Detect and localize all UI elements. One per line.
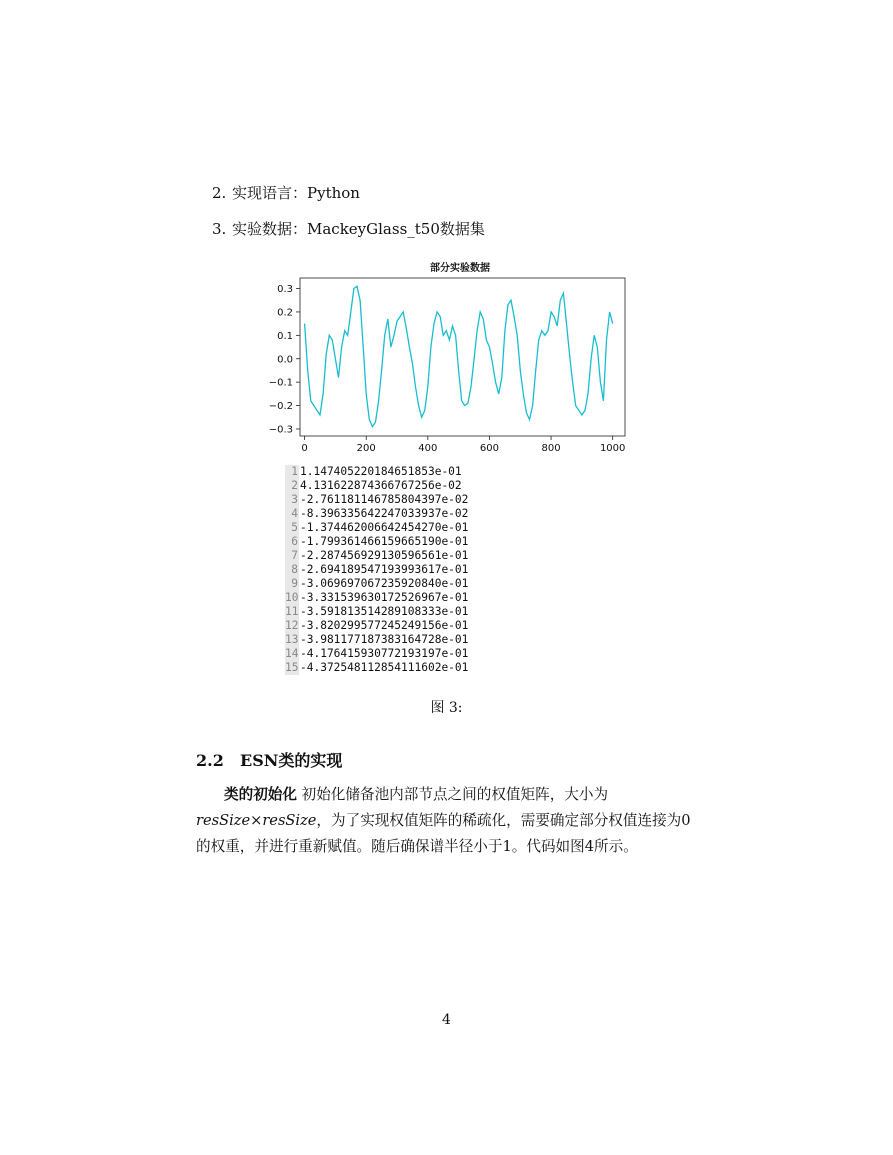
x-tick-label: 400 bbox=[418, 443, 438, 454]
code-listing bbox=[285, 465, 485, 675]
code-line bbox=[285, 521, 485, 535]
code-text: -3.069697067235920840e-01 bbox=[300, 577, 469, 590]
math-times: × bbox=[250, 812, 263, 829]
x-tick-label: 1000 bbox=[599, 443, 626, 454]
line-number: 13 bbox=[285, 633, 299, 646]
code-text: -4.372548112854111602e-01 bbox=[300, 661, 469, 674]
y-tick-label: −0.1 bbox=[268, 377, 293, 389]
paragraph-lead: 类的初始化 bbox=[224, 786, 297, 803]
line-number: 14 bbox=[285, 647, 299, 660]
code-line bbox=[285, 577, 485, 591]
code-line bbox=[285, 605, 485, 619]
code-line bbox=[285, 591, 485, 605]
code-text: -3.591813514289108333e-01 bbox=[300, 605, 469, 618]
paragraph-text: 初始化储备池内部节点之间的权值矩阵，大小为 bbox=[296, 786, 609, 803]
list-item-dataset bbox=[212, 218, 485, 239]
line-number: 6 bbox=[285, 535, 299, 549]
section-heading bbox=[196, 748, 342, 771]
plot-frame bbox=[300, 278, 625, 436]
page-number: 4 bbox=[442, 1012, 451, 1028]
code-line bbox=[285, 465, 485, 479]
x-tick-label: 600 bbox=[479, 443, 500, 454]
y-tick-label: 0.1 bbox=[277, 330, 293, 342]
x-tick-label: 200 bbox=[356, 443, 376, 454]
line-number: 10 bbox=[285, 591, 299, 604]
line-chart bbox=[255, 255, 635, 460]
list-number: 3. bbox=[212, 220, 227, 238]
code-line bbox=[285, 633, 485, 647]
line-number: 12 bbox=[285, 619, 299, 632]
series-line bbox=[305, 286, 613, 426]
code-text: -8.396335642247033937e-02 bbox=[300, 507, 469, 520]
code-text: -3.820299577245249156e-01 bbox=[300, 619, 469, 632]
line-number: 11 bbox=[285, 605, 299, 618]
line-number: 15 bbox=[285, 661, 299, 674]
x-tick-label: 800 bbox=[541, 443, 561, 454]
line-number: 9 bbox=[285, 577, 299, 591]
x-tick-label: 0 bbox=[301, 443, 308, 454]
y-tick-label: −0.3 bbox=[268, 424, 293, 436]
line-number: 1 bbox=[285, 465, 299, 479]
code-text: -3.331539630172526967e-01 bbox=[300, 591, 469, 604]
code-line bbox=[285, 507, 485, 521]
code-line bbox=[285, 479, 485, 493]
y-tick-label: 0.0 bbox=[277, 354, 293, 366]
code-text: -4.176415930772193197e-01 bbox=[300, 647, 469, 660]
body-paragraph bbox=[196, 782, 696, 860]
line-number: 8 bbox=[285, 563, 299, 577]
line-number: 4 bbox=[285, 507, 299, 521]
code-line bbox=[285, 647, 485, 661]
code-text: -3.981177187383164728e-01 bbox=[300, 633, 469, 646]
list-number: 2. bbox=[212, 184, 227, 202]
y-tick-label: −0.2 bbox=[268, 401, 293, 413]
chart-title: 部分实验数据 bbox=[430, 263, 490, 274]
math-var: resSize bbox=[262, 812, 317, 829]
line-number: 3 bbox=[285, 493, 299, 507]
code-text: -1.799361466159665190e-01 bbox=[300, 535, 469, 548]
code-text: -2.761181146785804397e-02 bbox=[300, 493, 469, 506]
line-number: 7 bbox=[285, 549, 299, 563]
code-line bbox=[285, 619, 485, 633]
code-text: -1.374462006642454270e-01 bbox=[300, 521, 469, 534]
code-text: -2.694189547193993617e-01 bbox=[300, 563, 469, 576]
code-line bbox=[285, 535, 485, 549]
code-line bbox=[285, 661, 485, 675]
section-title: ESN类的实现 bbox=[240, 751, 343, 770]
figure-caption: 图 3: bbox=[430, 700, 463, 716]
line-number: 5 bbox=[285, 521, 299, 535]
line-number: 2 bbox=[285, 479, 299, 493]
code-line bbox=[285, 549, 485, 563]
code-text: 4.131622874366767256e-02 bbox=[300, 479, 462, 492]
math-var: resSize bbox=[196, 812, 251, 829]
y-tick-label: 0.3 bbox=[277, 284, 293, 296]
list-item-language bbox=[212, 182, 360, 203]
list-text: 实验数据：MackeyGlass_t50数据集 bbox=[232, 220, 485, 238]
code-line bbox=[285, 493, 485, 507]
paragraph-text-rest: ，为了实现权值矩阵的稀疏化，需要确定部分权值连接为0的权重，并进行重新赋值。随后确保谱半径小于1。代码如图4所示。 bbox=[196, 812, 691, 855]
code-text: -2.287456929130596561e-01 bbox=[300, 549, 469, 562]
section-number: 2.2 bbox=[196, 751, 224, 770]
y-tick-label: 0.2 bbox=[277, 307, 293, 319]
code-text: 1.147405220184651853e-01 bbox=[300, 465, 462, 478]
list-text: 实现语言：Python bbox=[232, 184, 360, 202]
code-line bbox=[285, 563, 485, 577]
